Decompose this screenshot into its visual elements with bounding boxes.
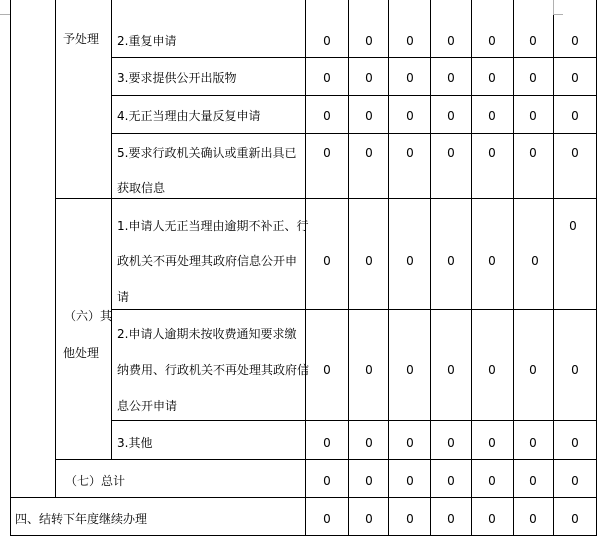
value-column-rule: [388, 0, 389, 536]
group-label: （六）其: [64, 309, 113, 323]
row-label: 3.其他: [117, 436, 153, 450]
cell-value: 0: [365, 254, 373, 268]
value-column-rule: [553, 0, 554, 536]
table-bottom-border: [10, 535, 597, 536]
cell-value: 0: [447, 254, 455, 268]
cell-value: 0: [569, 219, 577, 233]
cell-value: 0: [571, 146, 579, 160]
cell-value: 0: [365, 363, 373, 377]
cell-value: 0: [323, 146, 331, 160]
row-label: 4.无正当理由大量反复申请: [117, 109, 261, 123]
value-column-rule: [513, 0, 514, 536]
cell-value: 0: [323, 109, 331, 123]
cell-value: 0: [488, 146, 496, 160]
cell-value: 0: [406, 109, 414, 123]
value-column-rule: [305, 0, 306, 536]
cell-value: 0: [323, 34, 331, 48]
cell-value: 0: [529, 34, 537, 48]
carryover-value: 0: [447, 512, 455, 526]
cell-value: 0: [571, 436, 579, 450]
row-label: 5.要求行政机关确认或重新出具已: [117, 146, 297, 160]
cell-value: 0: [571, 34, 579, 48]
cell-value: 0: [571, 109, 579, 123]
cell-value: 0: [323, 436, 331, 450]
cell-value: 0: [406, 34, 414, 48]
cell-value: 0: [365, 146, 373, 160]
table-left-border: [10, 0, 11, 536]
cell-value: 0: [365, 436, 373, 450]
row-label: 请: [117, 290, 130, 304]
cell-value: 0: [406, 436, 414, 450]
total-value: 0: [529, 474, 537, 488]
cell-value: 0: [571, 363, 579, 377]
cell-value: 0: [365, 34, 373, 48]
cell-value: 0: [447, 146, 455, 160]
cell-value: 0: [531, 254, 539, 268]
carryover-value: 0: [571, 512, 579, 526]
row-label: 纳费用、行政机关不再处理其政府信: [117, 363, 310, 377]
row-label: 3.要求提供公开出版物: [117, 71, 237, 85]
cell-value: 0: [447, 109, 455, 123]
cell-value: 0: [571, 71, 579, 85]
total-value: 0: [571, 474, 579, 488]
cell-value: 0: [447, 436, 455, 450]
cell-value: 0: [447, 71, 455, 85]
cell-value: 0: [529, 109, 537, 123]
page-corner-mark: [0, 14, 10, 15]
cell-value: 0: [488, 436, 496, 450]
row-rule: [55, 459, 597, 460]
row-rule: [10, 497, 597, 498]
total-value: 0: [447, 474, 455, 488]
cell-value: 0: [365, 109, 373, 123]
row-rule: [55, 198, 597, 199]
row-label: 1.申请人无正当理由逾期不补正、行: [117, 219, 309, 233]
cell-value: 0: [529, 363, 537, 377]
carryover-label: 四、结转下年度继续办理: [15, 512, 148, 526]
row-label: 获取信息: [117, 181, 166, 195]
cell-value: 0: [488, 34, 496, 48]
row-label: 息公开申请: [117, 399, 178, 413]
cell-value: 0: [323, 71, 331, 85]
row-label: 2.申请人逾期未按收费通知要求缴: [117, 327, 297, 341]
page-corner-mark: [553, 0, 554, 14]
cell-value: 0: [323, 254, 331, 268]
group-label: 予处理: [63, 32, 100, 46]
carryover-value: 0: [529, 512, 537, 526]
cell-value: 0: [529, 146, 537, 160]
carryover-value: 0: [365, 512, 373, 526]
total-value: 0: [323, 474, 331, 488]
cell-value: 0: [529, 71, 537, 85]
cell-value: 0: [406, 363, 414, 377]
row-label: 2.重复申请: [117, 34, 177, 48]
total-value: 0: [488, 474, 496, 488]
row-rule: [111, 309, 597, 310]
row-rule: [111, 420, 597, 421]
carryover-value: 0: [323, 512, 331, 526]
value-column-rule: [348, 0, 349, 536]
cell-value: 0: [447, 34, 455, 48]
cell-value: 0: [488, 254, 496, 268]
group-label: 他处理: [63, 346, 100, 360]
row-label: 政机关不再处理其政府信息公开申: [117, 254, 298, 268]
cell-value: 0: [488, 71, 496, 85]
category-column-rule: [55, 0, 56, 498]
cell-value: 0: [406, 71, 414, 85]
cell-value: 0: [365, 71, 373, 85]
total-value: 0: [406, 474, 414, 488]
cell-value: 0: [323, 363, 331, 377]
cell-value: 0: [406, 254, 414, 268]
row-rule: [111, 95, 597, 96]
total-label: （七）总计: [65, 474, 126, 488]
cell-value: 0: [488, 363, 496, 377]
cell-value: 0: [488, 109, 496, 123]
cell-value: 0: [406, 146, 414, 160]
row-rule: [111, 57, 597, 58]
cell-value: 0: [529, 436, 537, 450]
carryover-value: 0: [488, 512, 496, 526]
value-column-rule: [471, 0, 472, 536]
cell-value: 0: [447, 363, 455, 377]
subcategory-column-rule: [111, 0, 112, 460]
row-rule: [111, 133, 597, 134]
page-corner-mark: [553, 14, 563, 15]
total-value: 0: [365, 474, 373, 488]
value-column-rule: [430, 0, 431, 536]
carryover-value: 0: [406, 512, 414, 526]
table-right-border: [596, 0, 597, 536]
